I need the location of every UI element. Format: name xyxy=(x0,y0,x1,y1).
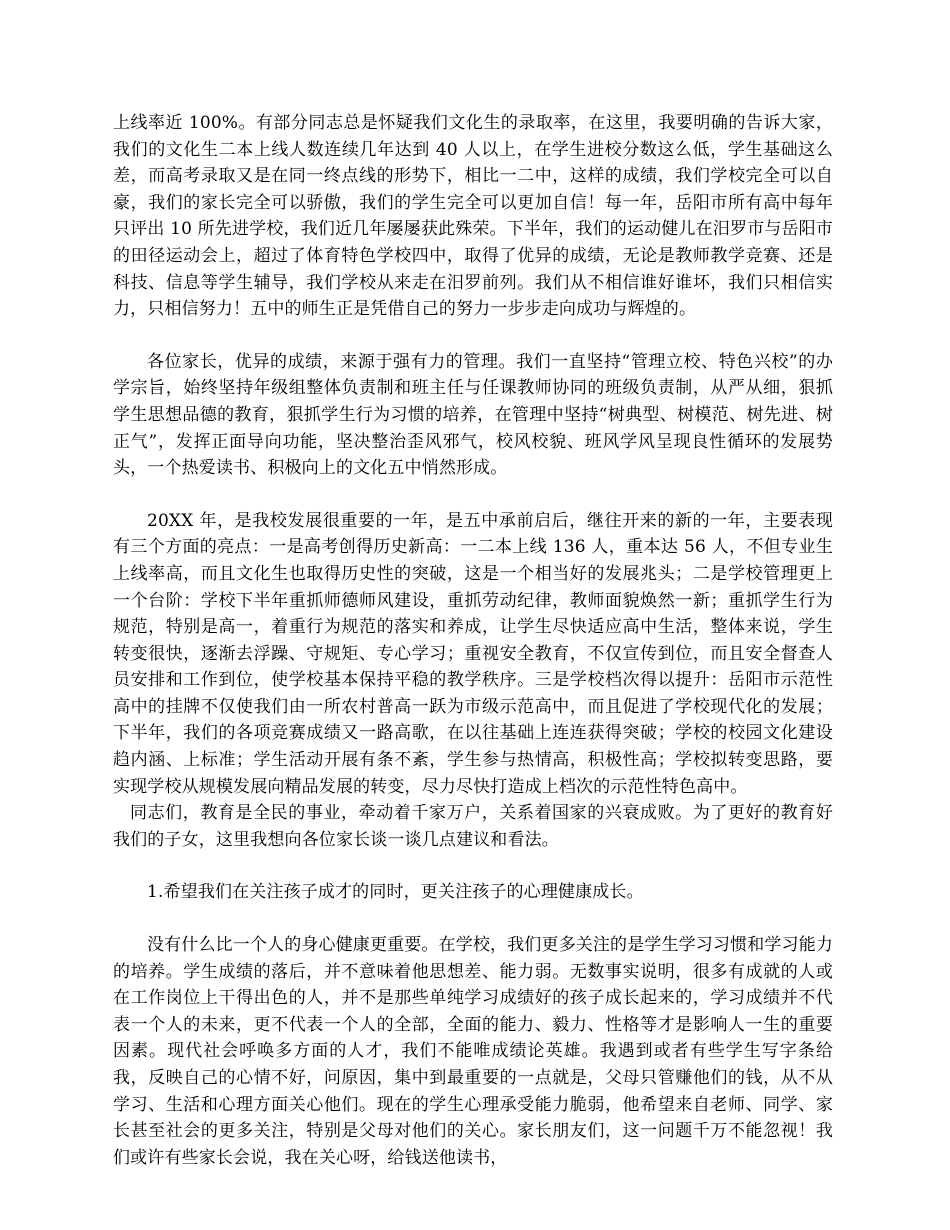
paragraph-management: 各位家长，优异的成绩，来源于强有力的管理。我们一直坚持“管理立校、特色兴校”的办学宗旨，始终坚持年级组整体负责制和班主任与任课教师协同的班级负责制，从严从细，狠抓学生思想品德的教育，狠抓学生行为习惯的培养，在管理中坚持“树典型、树模范、树先进、树正气”，发挥正面导向功能，坚决整治歪风邪气，校风校貌、班风学风呈现良性循环的发展势头，一个热爱读书、积极向上的文化五中悄然形成。 xyxy=(113,351,833,479)
paragraph-address-comrades: 同志们，教育是全民的事业，牵动着千家万户，关系着国家的兴衰成败。为了更好的教育好我们的子女，这里我想向各位家长谈一谈几点建议和看法。 xyxy=(113,803,833,850)
document-body xyxy=(113,110,833,1171)
paragraph-year-highlights: 20XX 年，是我校发展很重要的一年，是五中承前启后，继往开来的新的一年，主要表现有三个方面的亮点：一是高考创得历史新高：一二本上线 136 人，重本达 56 人，不但专业生上线率高，而且文化生也取得历史性的突破，这是一个相当好的发展兆头；二是学校管理更上一个台阶：学校下半年重抓师德师风建设，重抓劳动纪律，教师面貌焕然一新；重抓学生行为规范，特别是高一，着重行为规范的落实和养成，让学生尽快适应高中生活，整体来说，学生转变很快，逐渐去浮躁、守规矩、专心学习；重视安全教育，不仅宣传到位，而且安全督查人员安排和工作到位，使学校基本保持平稳的教学秩序。三是学校档次得以提升：岳阳市示范性高中的挂牌不仅使我们由一所农村普高一跃为市级示范高中，而且促进了学校现代化的发展；下半年，我们的各项竞赛成绩又一路高歌，在以往基础上连连获得突破；学校的校园文化建设趋内涵、上标准；学生活动开展有条不紊，学生参与热情高，积极性高；学校拟转变思路，要实现学校从规模发展向精品发展的转变，尽力尽快打造成上档次的示范性特色高中。 xyxy=(113,510,833,797)
paragraph-suggestion-heading: 1.希望我们在关注孩子成才的同时，更关注孩子的心理健康成长。 xyxy=(147,882,644,903)
paragraph-results: 上线率近 100%。有部分同志总是怀疑我们文化生的录取率，在这里，我要明确的告诉大家，我们的文化生二本上线人数连续几年达到 40 人以上，在学生进校分数这么低，学生基础这么差，而高考录取又是在同一终点线的形势下，相比一二中，这样的成绩，我们学校完全可以自豪，我们的家长完全可以骄傲，我们的学生完全可以更加自信！每一年，岳阳市所有高中每年只评出 10 所先进学校，我们近几年屡屡获此殊荣。下半年，我们的运动健儿在汨罗市与岳阳市的田径运动会上，超过了体育特色学校四中，取得了优异的成绩，无论是教师教学竞赛、还是科技、信息等学生辅导，我们学校从来走在汨罗前列。我们从不相信谁好谁坏，我们只相信实力，只相信努力！五中的师生正是凭借自己的努力一步步走向成功与辉煌的。 xyxy=(113,113,833,320)
paragraph-mental-health: 没有什么比一个人的身心健康更重要。在学校，我们更多关注的是学生学习习惯和学习能力的培养。学生成绩的落后，并不意味着他思想差、能力弱。无数事实说明，很多有成就的人或在工作岗位上干得出色的人，并不是那些单纯学习成绩好的孩子成长起来的，学习成绩并不代表一个人的未来，更不代表一个人的全部，全面的能力、毅力、性格等才是影响人一生的重要因素。现代社会呼唤多方面的人才，我们不能唯成绩论英雄。我遇到或者有些学生写字条给我，反映自己的心情不好，问原因，集中到最重要的一点就是，父母只管赚他们的钱，从不从学习、生活和心理方面关心他们。现在的学生心理承受能力脆弱，他希望来自老师、同学、家长甚至社会的更多关注，特别是父母对他们的关心。家长朋友们，这一问题千万不能忽视！我们或许有些家长会说，我在关心呀，给钱送他读书， xyxy=(113,935,833,1168)
